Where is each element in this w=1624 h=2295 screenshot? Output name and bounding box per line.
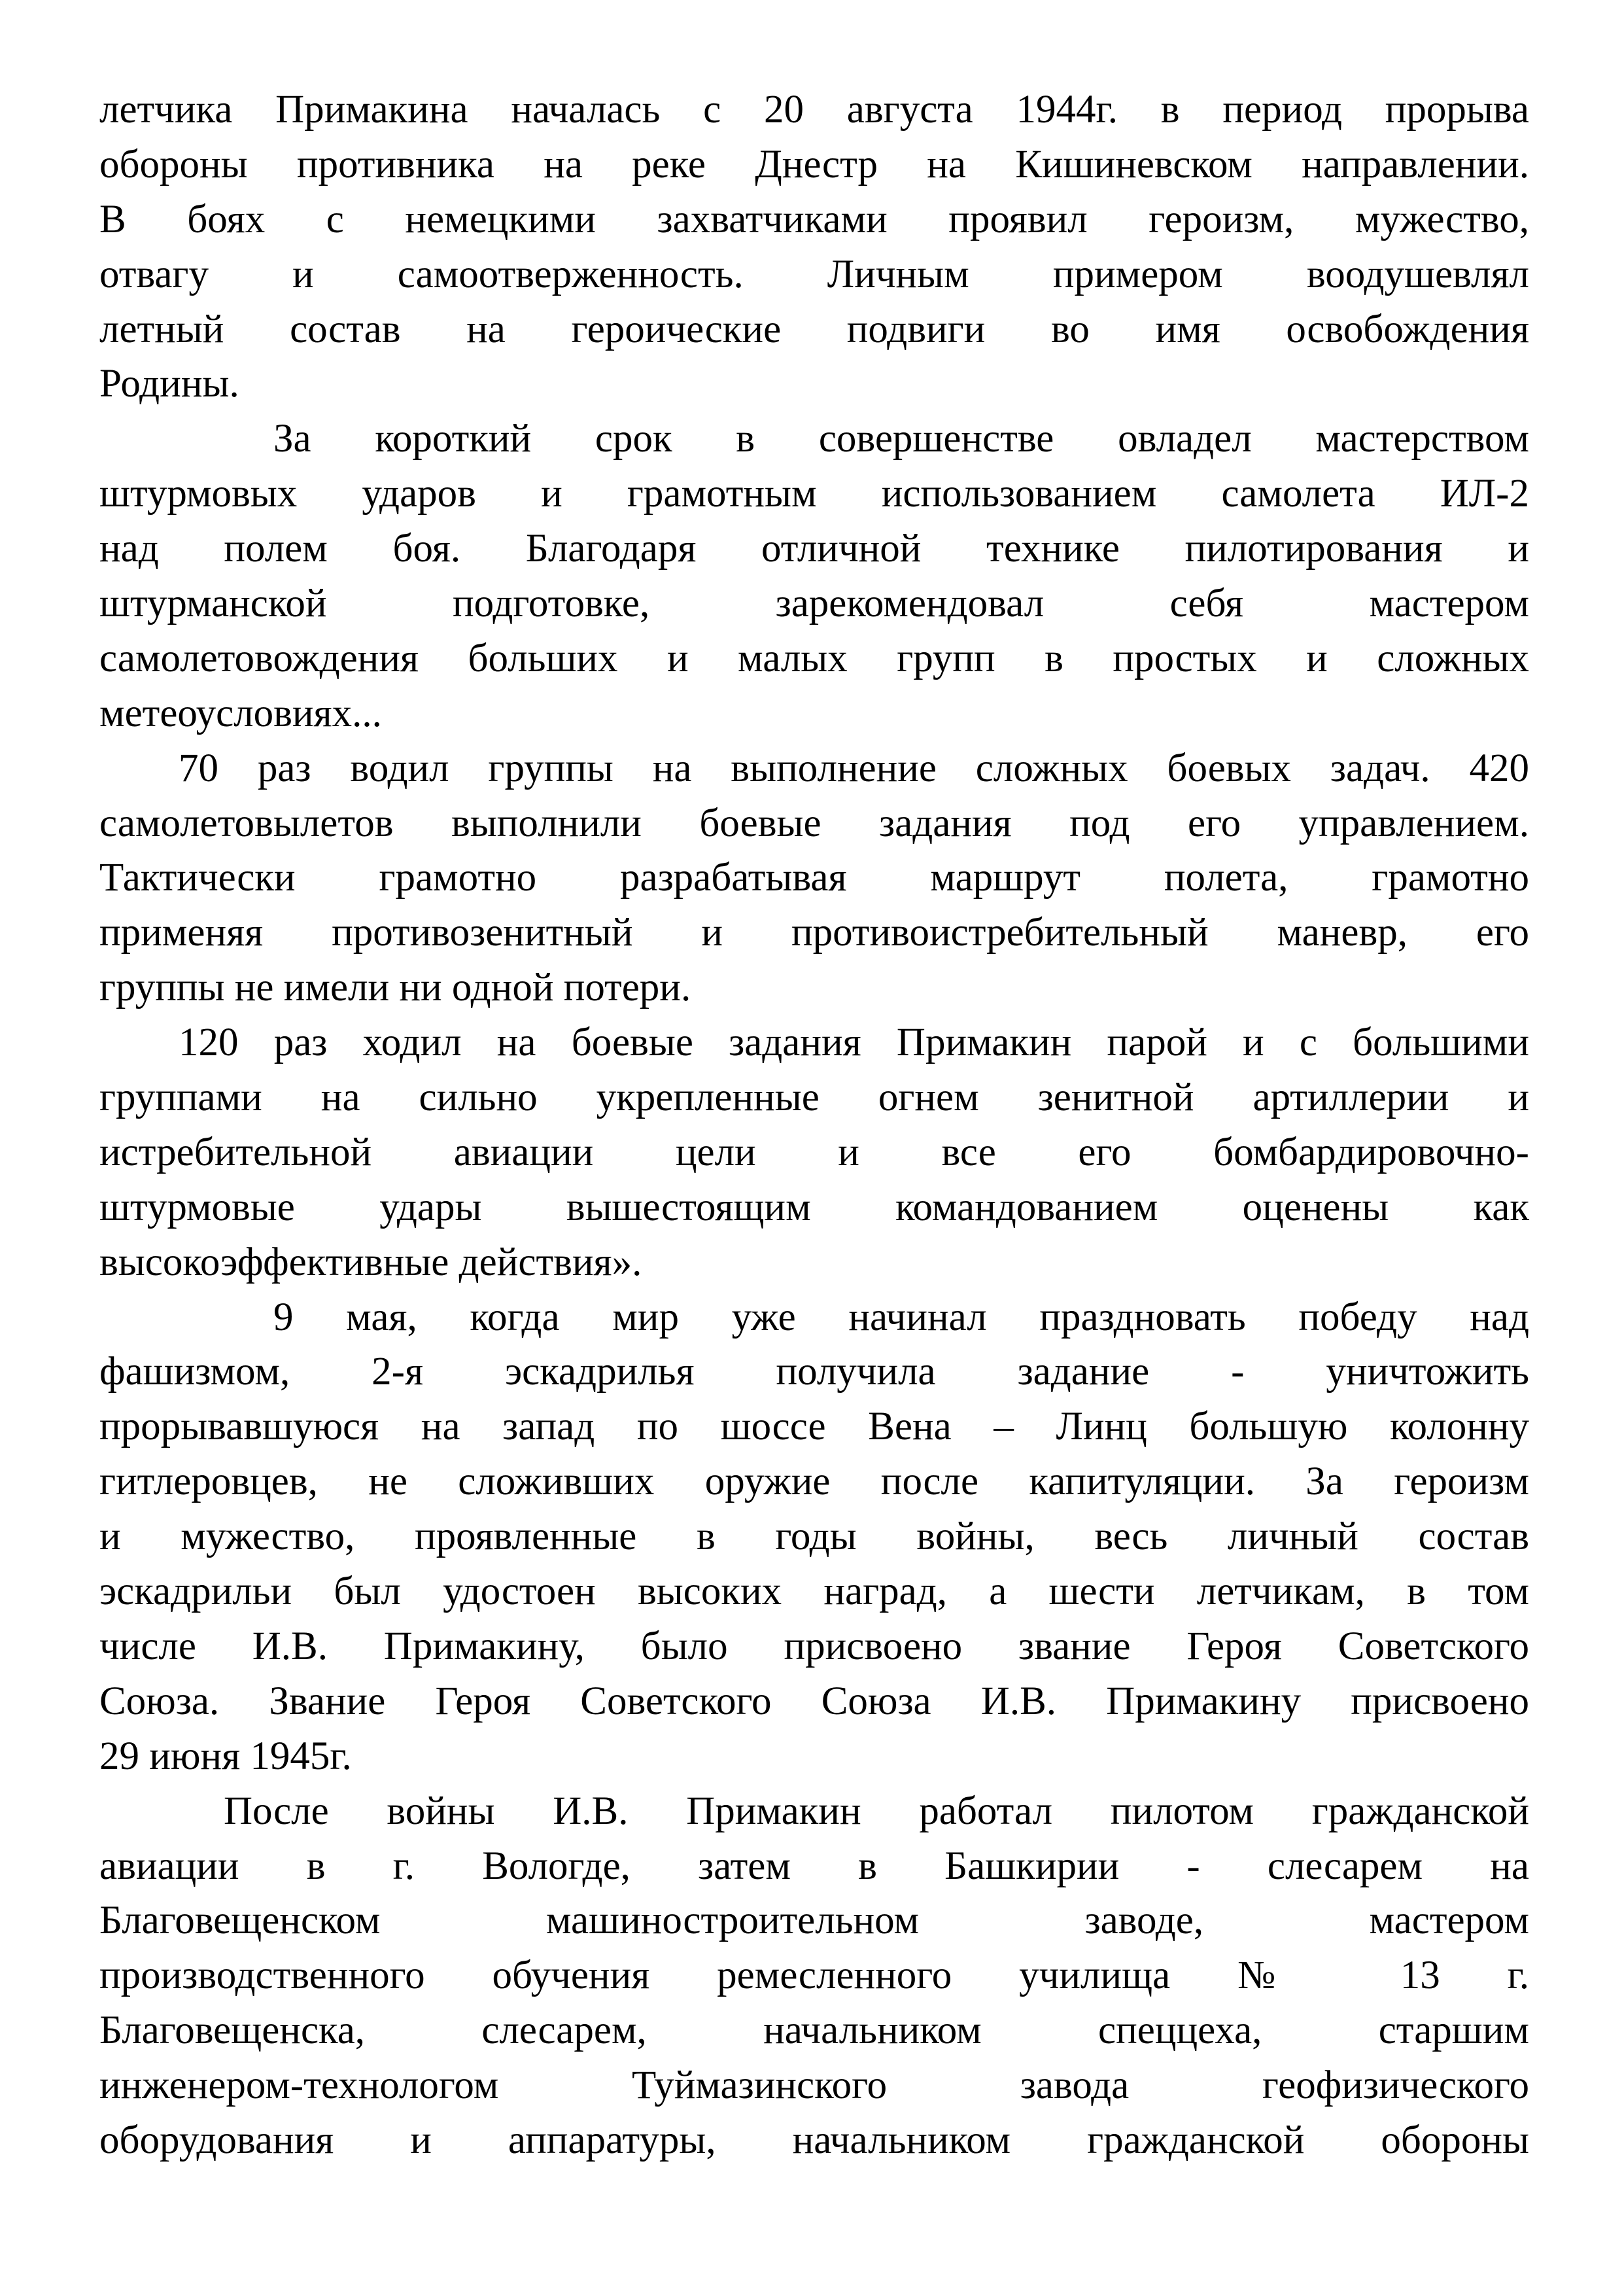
text-line: За короткий срок в совершенстве овладел мастерством xyxy=(273,417,1529,461)
paragraph xyxy=(99,412,1529,741)
text-line: штурмовых ударов и грамотным использованием самолета ИЛ-2 xyxy=(99,472,1529,516)
paragraph xyxy=(99,1290,1529,1784)
text-line: Благовещенском машиностроительном заводе, мастером xyxy=(99,1899,1529,1943)
text-line: 9 мая, когда мир уже начинал праздновать победу над xyxy=(273,1295,1529,1339)
text-line: и мужество, проявленные в годы войны, весь личный состав xyxy=(99,1515,1529,1559)
text-line: летчика Примакина началась с 20 августа 1944г. в период прорыва xyxy=(99,88,1529,131)
text-line: прорывавшуюся на запад по шоссе Вена – Линц большую колонну xyxy=(99,1405,1529,1449)
text-line: числе И.В. Примакину, было присвоено звание Героя Советского xyxy=(99,1624,1529,1668)
document-page xyxy=(99,82,1529,2168)
text-line: обороны противника на реке Днестр на Кишиневском направлении. xyxy=(99,142,1529,186)
text-line: Тактически грамотно разрабатывая маршрут полета, грамотно xyxy=(99,856,1529,900)
text-line: инженером-технологом Туймазинского завода геофизического xyxy=(99,2063,1529,2108)
text-line: группы не имели ни одной потери. xyxy=(99,966,691,1010)
text-line: штурманской подготовке, зарекомендовал себя мастером xyxy=(99,582,1529,626)
text-line: применяя противозенитный и противоистребительный маневр, его xyxy=(99,911,1529,955)
text-line: оборудования и аппаратуры, начальником гражданской обороны xyxy=(99,2118,1529,2162)
paragraph xyxy=(99,741,1529,1015)
text-line: отвагу и самоотверженность. Личным примером воодушевлял xyxy=(99,252,1529,296)
text-line: 70 раз водил группы на выполнение сложных боевых задач. 420 xyxy=(179,746,1529,790)
text-line: производственного обучения ремесленного училища № 13 г. xyxy=(99,1953,1529,1998)
text-line: над полем боя. Благодаря отличной технике пилотирования и xyxy=(99,527,1529,571)
text-line: истребительной авиации цели и все его бомбардировочно- xyxy=(99,1130,1529,1174)
paragraph xyxy=(99,82,1529,412)
text-line: После войны И.В. Примакин работал пилотом гражданской xyxy=(224,1789,1529,1833)
text-line: самолетовылетов выполнили боевые задания под его управлением. xyxy=(99,801,1529,845)
text-line: фашизмом, 2-я эскадрилья получила задание - уничтожить xyxy=(99,1350,1529,1394)
text-line: группами на сильно укрепленные огнем зенитной артиллерии и xyxy=(99,1076,1529,1120)
text-line: летный состав на героические подвиги во имя освобождения xyxy=(99,307,1529,351)
paragraph xyxy=(99,1784,1529,2168)
paragraph xyxy=(99,1015,1529,1289)
text-line: штурмовые удары вышестоящим командованием оценены как xyxy=(99,1185,1529,1229)
text-line: В боях с немецкими захватчиками проявил героизм, мужество, xyxy=(99,197,1529,241)
text-line: эскадрильи был удостоен высоких наград, а шести летчикам, в том xyxy=(99,1569,1529,1614)
text-line: Благовещенска, слесарем, начальником спеццеха, старшим xyxy=(99,2008,1529,2053)
text-line: Союза. Звание Героя Советского Союза И.В. Примакину присвоено xyxy=(99,1679,1529,1723)
text-line: самолетовождения больших и малых групп в простых и сложных xyxy=(99,636,1529,680)
text-line: 29 июня 1945г. xyxy=(99,1734,352,1778)
text-line: высокоэффективные действия». xyxy=(99,1240,642,1284)
text-line: Родины. xyxy=(99,362,239,406)
text-line: 120 раз ходил на боевые задания Примакин парой и с большими xyxy=(179,1021,1529,1065)
text-line: гитлеровцев, не сложивших оружие после капитуляции. За героизм xyxy=(99,1460,1529,1504)
text-line: метеоусловиях... xyxy=(99,691,382,735)
text-line: авиации в г. Вологде, затем в Башкирии - слесарем на xyxy=(99,1844,1529,1888)
